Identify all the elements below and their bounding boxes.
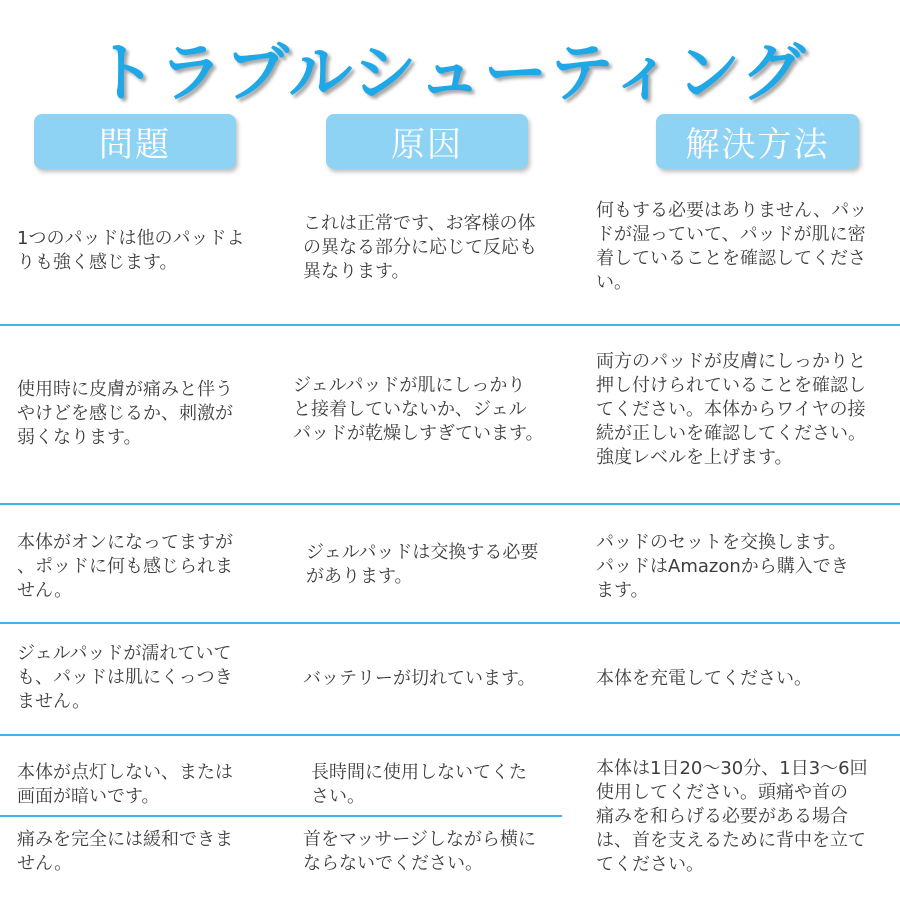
page-title: トラブルシューティング (92, 37, 808, 111)
row1-problem: 1つのパッドは他のパッドよ りも強く感じます。 (17, 228, 245, 273)
row5-solution: 本体は1日20〜30分、1日3〜6回 使用してください。頭痛や首の 痛みを和らげる必要がある場合 は、首を支えるために背中を立て てください。 (596, 758, 868, 875)
header-problem: 問題 (34, 114, 236, 169)
row-divider (0, 622, 900, 624)
row-divider-partial (0, 815, 562, 817)
row5-problem: 本体が点灯しない、または 画面が暗いです。 (17, 762, 233, 807)
row3-solution: パッドのセットを交換します。 パッドはAmazonから購入でき ます。 (596, 532, 849, 601)
row3-cause: ジェルパッドは交換する必要 があります。 (306, 542, 539, 587)
row5-cause: 長時間に使用しないてくた さい。 (311, 762, 527, 807)
row1-cause: これは正常です、お客様の体 の異なる部分に応じて反応も 異なります。 (303, 213, 537, 282)
row4-problem: ジェルパッドが濡れていて も、パッドは肌にくっつき ません。 (17, 643, 233, 712)
row2-problem: 使用時に皮膚が痛みと伴う やけどを感じるか、刺激が 弱くなります。 (17, 379, 233, 448)
row6-problem: 痛みを完全には緩和できま せん。 (17, 829, 233, 874)
row3-problem: 本体がオンになってますが 、ポッドに何も感じられま せん。 (17, 532, 233, 601)
row2-solution: 両方のパッドが皮膚にしっかりと 押し付けられていることを確認し てください。本体からワイヤの接 続が正しいを確認してください。 強度レベルを上げます。 (596, 351, 866, 468)
row2-cause: ジェルパッドが肌にしっかり と接着していないか、ジェル パッドが乾燥しすぎています。 (293, 375, 544, 444)
header-cause: 原因 (326, 114, 528, 169)
row6-cause: 首をマッサージしながら横に ならないでください。 (303, 829, 536, 874)
row-divider (0, 734, 900, 736)
row4-cause: バッテリーが切れています。 (303, 668, 536, 689)
header-solution: 解決方法 (656, 114, 859, 169)
row-divider (0, 503, 900, 505)
row4-solution: 本体を充電してください。 (596, 668, 812, 689)
row1-solution: 何もする必要はありません、パッ ドが湿っていて、パッドが肌に密 着していることを確認してくださ い。 (596, 200, 868, 293)
row-divider (0, 324, 900, 326)
